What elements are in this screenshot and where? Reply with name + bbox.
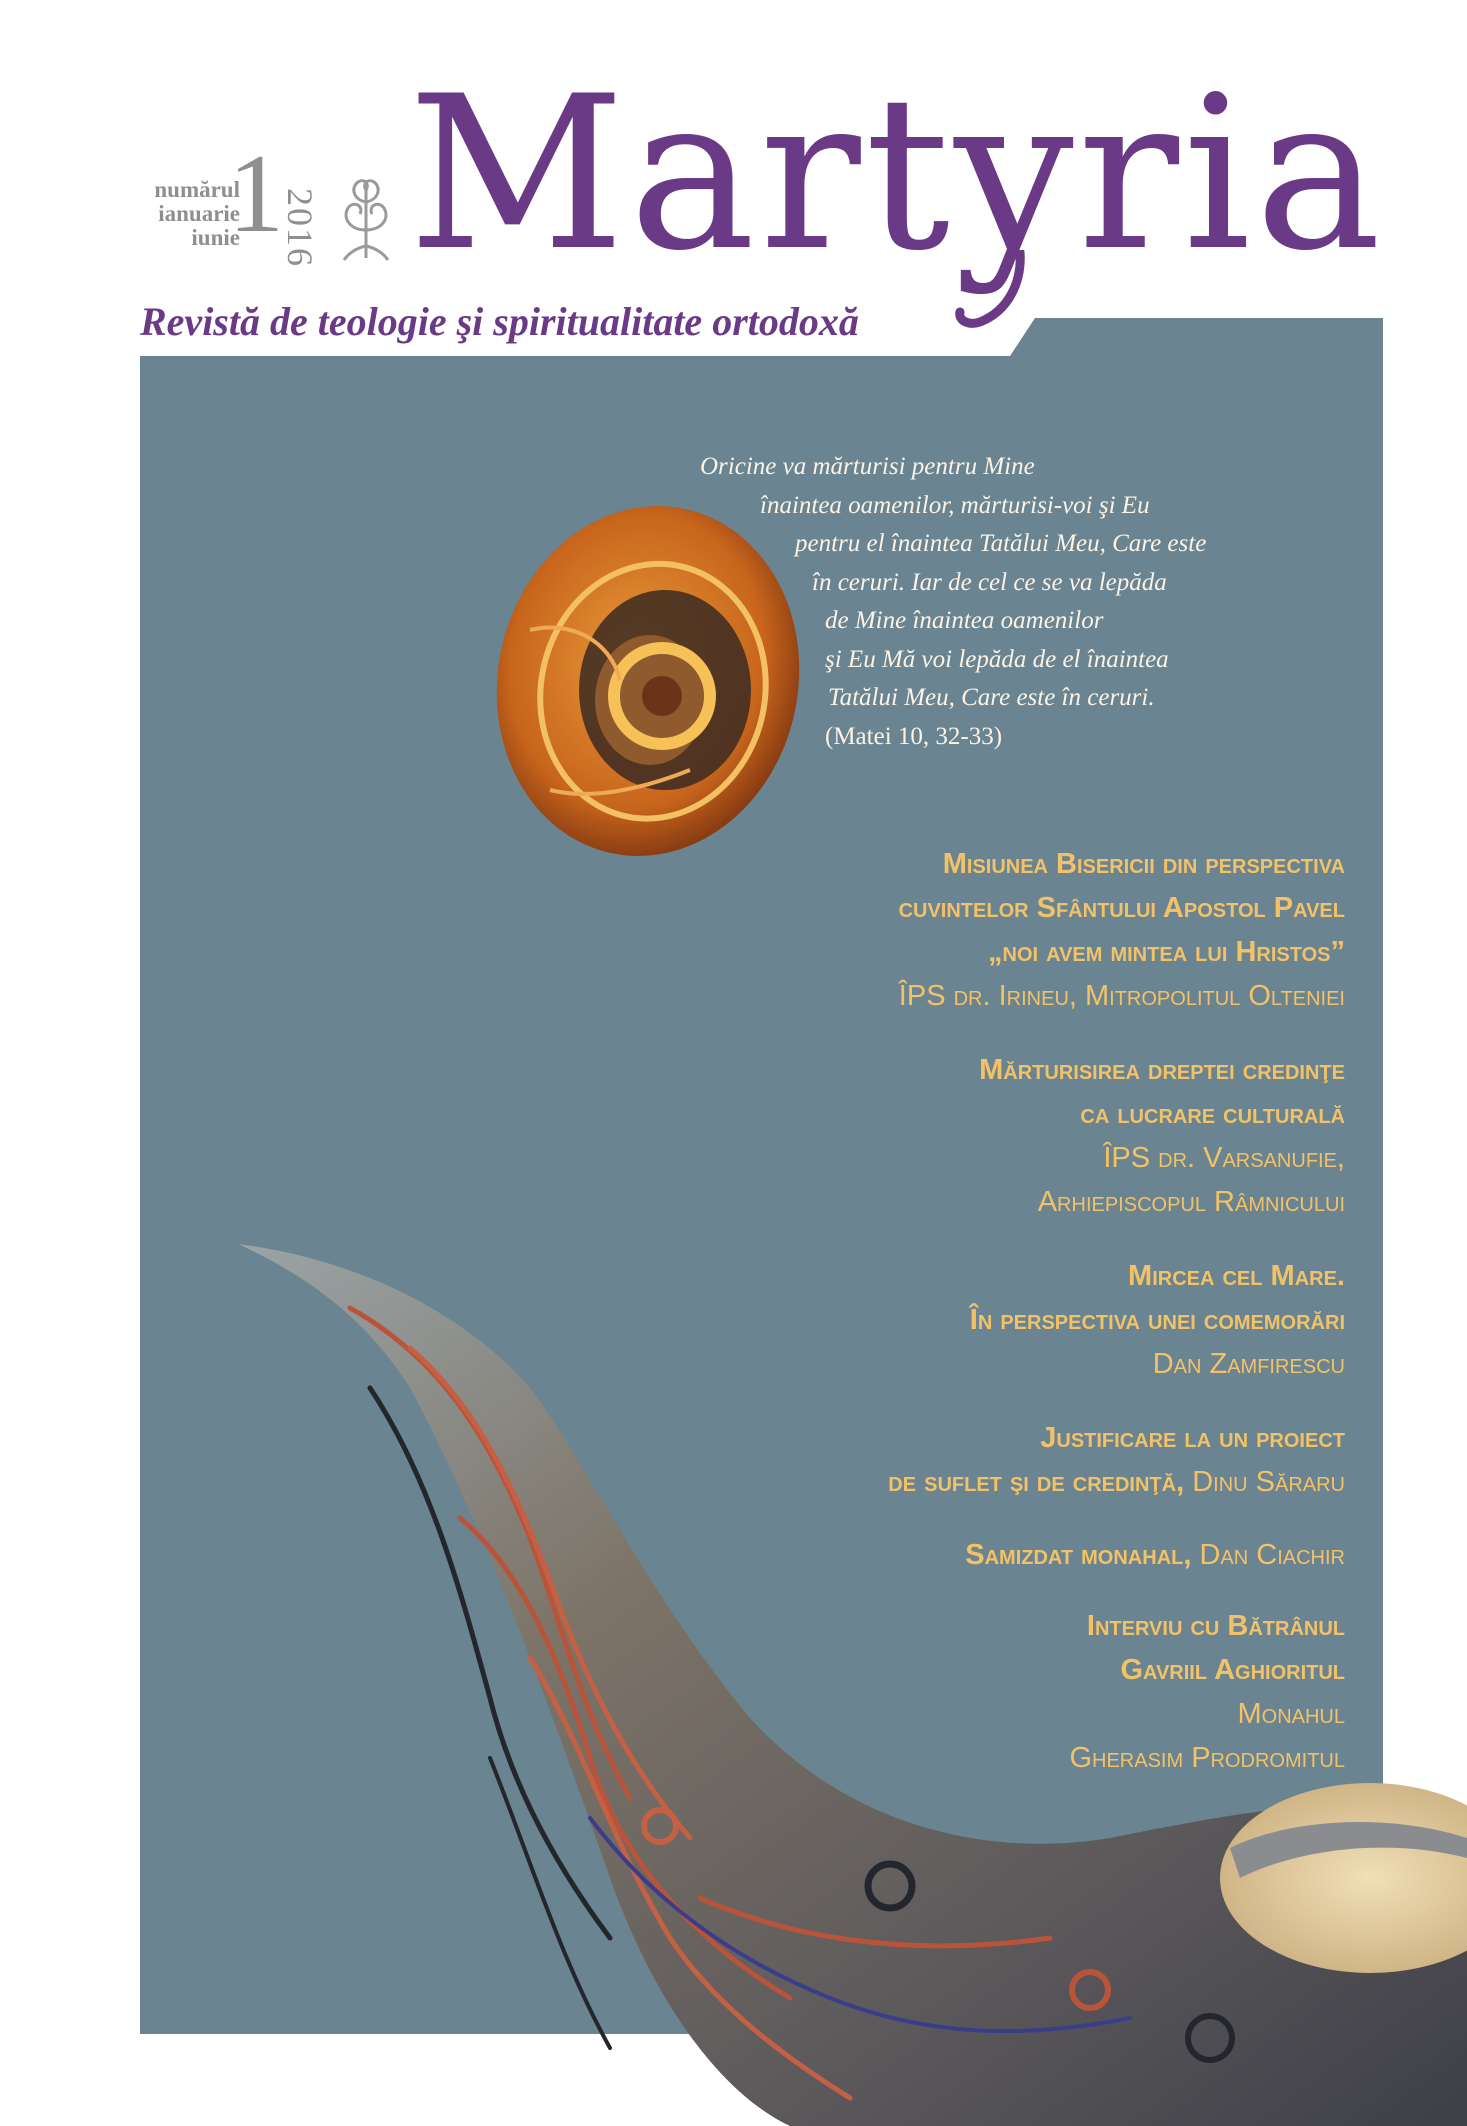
article-title: Mărturisirea dreptei credinţe xyxy=(979,1054,1345,1086)
article-author: Dan Zamfirescu xyxy=(1152,1348,1345,1380)
article-author: Arhiepiscopul Râmnicului xyxy=(1037,1186,1345,1218)
verse-line: Tatălui Meu, Care este în ceruri. xyxy=(828,684,1155,711)
verse-reference: (Matei 10, 32-33) xyxy=(825,722,1003,750)
article-title: ca lucrare culturală xyxy=(1080,1098,1345,1130)
article-title: cuvintelor Sfântului Apostol Pavel xyxy=(898,892,1345,924)
article-title: Interviu cu Bătrânul xyxy=(1086,1610,1345,1642)
verse-line: de Mine înaintea oamenilor xyxy=(825,607,1104,634)
verse-line: înaintea oamenilor, mărturisi-voi şi Eu xyxy=(760,491,1150,519)
article-author: Dinu Săraru xyxy=(1192,1466,1345,1498)
issue-months-start: ianuarie xyxy=(158,201,240,226)
magazine-title: Martyria xyxy=(408,50,1386,297)
issue-number: 1 xyxy=(228,132,284,256)
floral-ornament-icon xyxy=(330,170,402,262)
issue-year: 2016 xyxy=(280,188,320,268)
article-title: Misiunea Bisericii din perspectiva xyxy=(942,848,1345,880)
article-entry xyxy=(700,842,1345,1018)
article-title: „noi avem mintea lui Hristos” xyxy=(988,936,1345,968)
title-swash-icon xyxy=(950,250,1070,330)
article-title: Justificare la un proiect xyxy=(1040,1422,1345,1454)
scripture-verse xyxy=(640,448,1280,756)
article-author: ÎPS dr. Varsanufie, xyxy=(1103,1142,1345,1174)
issue-info xyxy=(140,178,240,250)
issue-months-end: iunie xyxy=(191,225,240,250)
article-title: Samizdat monahal, xyxy=(965,1539,1192,1571)
verse-line: Oricine va mărturisi pentru Mine xyxy=(700,453,1035,480)
article-title: Gavriil Aghioritul xyxy=(1120,1654,1345,1686)
article-author: Monahul xyxy=(1237,1698,1345,1730)
article-title: de suflet şi de credinţă, xyxy=(888,1466,1185,1498)
verse-line: în ceruri. Iar de cel ce se va lepăda xyxy=(812,568,1167,596)
article-title: În perspectiva unei comemorări xyxy=(969,1304,1345,1336)
article-author: Gherasim Prodromitul xyxy=(1069,1742,1345,1774)
article-author: ÎPS dr. Irineu, Mitropolitul Olteniei xyxy=(898,980,1345,1012)
article-author: Dan Ciachir xyxy=(1199,1539,1345,1571)
verse-line: pentru el înaintea Tatălui Meu, Care este xyxy=(795,530,1207,557)
issue-label: numărul xyxy=(154,177,240,202)
article-title: Mircea cel Mare. xyxy=(1128,1260,1345,1292)
article-entry xyxy=(700,1048,1345,1224)
painted-vessel-image xyxy=(230,1238,1467,2126)
verse-line: şi Eu Mă voi lepăda de el înaintea xyxy=(825,645,1169,673)
magazine-subtitle: Revistă de teologie şi spiritualitate ortodoxă xyxy=(140,299,859,344)
